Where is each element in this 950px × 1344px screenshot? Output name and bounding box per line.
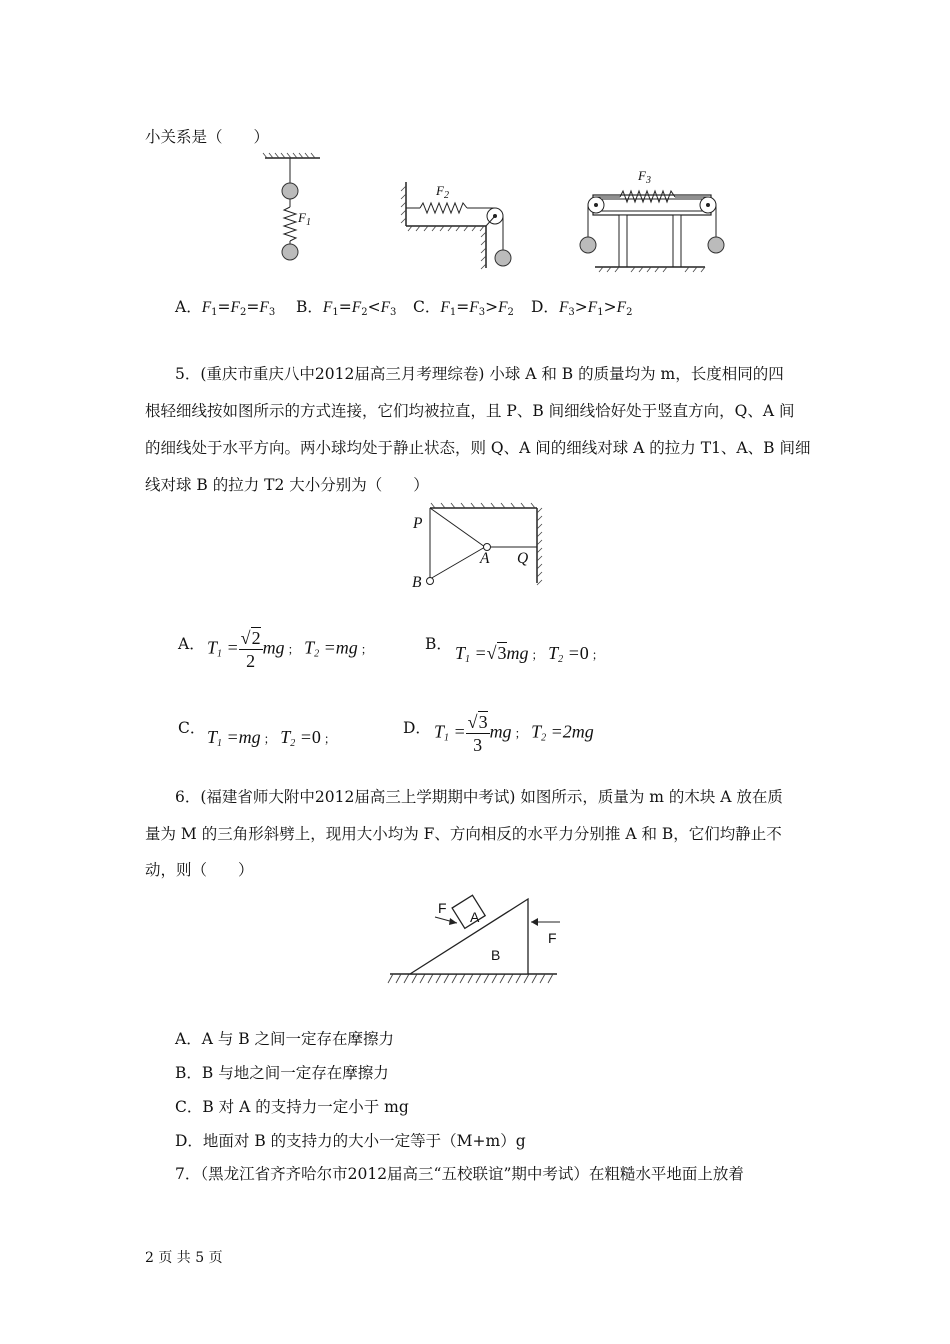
q5-label-a: A [480,550,490,567]
q6-label-f-right: F [548,930,557,946]
q5-stem-line-2: 根轻细线按如图所示的方式连接，它们均被拉直，且 P、B 间细线恰好处于竖直方向，Q、A 间 [145,402,795,420]
q4-figure-wall-pulley [400,180,515,270]
q5-stem-line-4: 线对球 B 的拉力 T2 大小分别为（ ） [145,476,429,494]
q6-stem-line-1: 6．(福建省师大附中2012届高三上学期期中考试) 如图所示，质量为 m 的木块 A 放在质 [175,788,783,806]
q6-label-a: A [470,909,480,925]
q4-option-c: C．$F_1=F_3>F_2$ [413,298,514,318]
q6-label-b: B [491,947,501,963]
q6-option-d: D．地面对 B 的支持力的大小一定等于（M+m）g [175,1132,526,1150]
q6-stem-line-3: 动，则（ ） [145,861,254,879]
q5-label-b: B [412,574,422,591]
q4-figure-table-pulleys [575,185,725,275]
q5-stem-line-3: 的细线处于水平方向。两小球均处于静止状态，则 Q、A 间的细线对球 A 的拉力 T1、A、B 间细 [145,439,811,457]
q5-label-q: Q [517,550,529,567]
q6-option-c: C．B 对 A 的支持力一定小于 mg [175,1098,409,1116]
q4-option-d: D．$F_3>F_1>F_2$ [531,298,633,318]
q4-option-a: A．$F_1=F_2=F_3$ [175,298,276,318]
page-footer: 2 页 共 5 页 [145,1250,223,1266]
q5-option-b-formula: $T_1 =√3mg$ ； $T_2 =0$ ； [455,643,604,665]
q4-option-b: B．$F_1=F_2<F_3$ [296,298,397,318]
q4-f3-label: $F_3$ [638,168,651,186]
q5-stem-line-1: 5．(重庆市重庆八中2012届高三月考理综卷) 小球 A 和 B 的质量均为 m，长度相同的四 [175,365,784,383]
q4-f1-label: $F_1$ [298,210,311,228]
q5-figure-string-balls [405,505,550,595]
q6-label-f-left: F [438,900,447,916]
q7-stem-line-1: 7．（黑龙江省齐齐哈尔市2012届高三“五校联谊”期中考试）在粗糙水平地面上放着 [175,1165,744,1183]
q5-option-a-letter: A． [178,635,205,653]
q4-figure-hanging-spring [255,155,335,265]
q5-option-c-letter: C． [178,719,206,737]
q5-option-d-letter: D． [403,719,431,737]
q5-option-c-formula: $T_1 =mg$ ； $T_2 =0$ ； [207,727,336,749]
q5-option-a-formula: $T_1$ = $\frac{√2}{2}$ mg ； $T_2 =mg$ ； [207,628,373,671]
q6-option-b: B．B 与地之间一定存在摩擦力 [175,1064,389,1082]
q6-option-a: A．A 与 B 之间一定存在摩擦力 [175,1030,395,1048]
q5-option-d-formula: $T_1$ = $\frac{√3}{3}$ mg ； $T_2 =2mg$ [434,712,594,755]
q4-f2-label: $F_2$ [436,183,449,201]
q5-label-p: P [413,515,423,532]
q6-stem-line-2: 量为 M 的三角形斜劈上，现用大小均为 F、方向相反的水平力分别推 A 和 B，它们均静止不 [145,825,782,843]
q4-stem-tail: 小关系是（ ） [145,128,270,146]
q5-option-b-letter: B． [425,635,452,653]
